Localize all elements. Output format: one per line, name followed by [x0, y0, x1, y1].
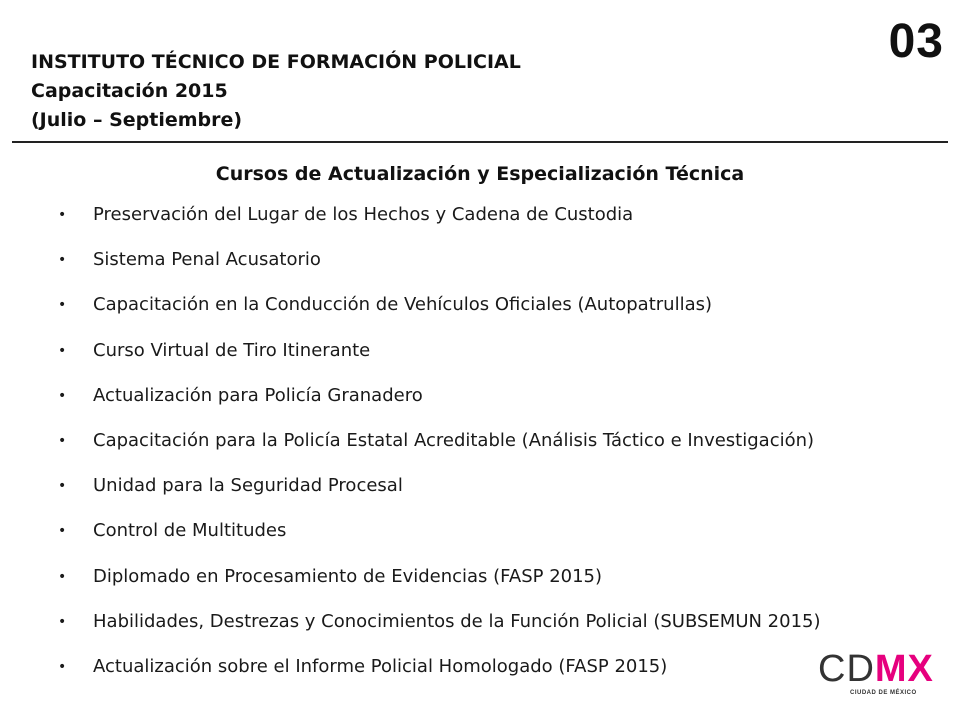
list-item [58, 560, 821, 605]
logo-subtitle: CIUDAD DE MÉXICO [850, 690, 917, 696]
institution-name: INSTITUTO TÉCNICO DE FORMACIÓN POLICIAL [31, 51, 521, 73]
bullet-icon: • [58, 207, 67, 223]
bullet-icon: • [58, 432, 67, 449]
course-label: Diplomado en Procesamiento de Evidencias (FASP 2015) [93, 565, 603, 587]
slide-header [31, 48, 521, 135]
logo-part-mx: MX [874, 648, 934, 690]
list-item [58, 288, 821, 333]
course-label: Curso Virtual de Tiro Itinerante [93, 339, 371, 361]
slide-number: 03 [888, 15, 944, 68]
section-title: Cursos de Actualización y Especialización Técnica [215, 163, 745, 185]
bullet-icon: • [58, 658, 67, 675]
bullet-icon: • [58, 478, 67, 495]
list-item [58, 514, 821, 559]
list-item [58, 334, 821, 379]
course-label: Actualización para Policía Granadero [93, 384, 423, 406]
course-label: Actualización sobre el Informe Policial Homologado (FASP 2015) [93, 655, 668, 677]
bullet-icon: • [58, 568, 67, 585]
list-item [58, 469, 821, 514]
list-item [58, 198, 821, 243]
bullet-icon: • [58, 297, 67, 314]
cdmx-wordmark [818, 648, 934, 690]
program-period: (Julio – Septiembre) [31, 109, 243, 131]
list-item [58, 650, 821, 695]
list-item [58, 605, 821, 650]
list-item [58, 243, 821, 288]
cdmx-logo [818, 648, 934, 700]
course-label: Capacitación para la Policía Estatal Acreditable (Análisis Táctico e Investigación) [93, 429, 815, 451]
course-label: Control de Multitudes [93, 520, 287, 542]
bullet-icon: • [58, 523, 67, 540]
header-divider [12, 141, 948, 143]
course-label: Habilidades, Destrezas y Conocimientos de la Función Policial (SUBSEMUN 2015) [93, 610, 821, 632]
list-item [58, 379, 821, 424]
bullet-icon: • [58, 613, 67, 630]
logo-part-cd: CD [818, 648, 875, 690]
program-name: Capacitación 2015 [31, 80, 228, 102]
list-item [58, 424, 821, 469]
course-label: Sistema Penal Acusatorio [93, 249, 321, 271]
bullet-icon: • [58, 387, 67, 404]
course-label: Capacitación en la Conducción de Vehículos Oficiales (Autopatrullas) [93, 294, 713, 316]
course-list [58, 198, 821, 695]
course-label: Preservación del Lugar de los Hechos y Cadena de Custodia [93, 204, 634, 225]
bullet-icon: • [58, 252, 67, 269]
bullet-icon: • [58, 342, 67, 359]
course-label: Unidad para la Seguridad Procesal [93, 475, 403, 497]
